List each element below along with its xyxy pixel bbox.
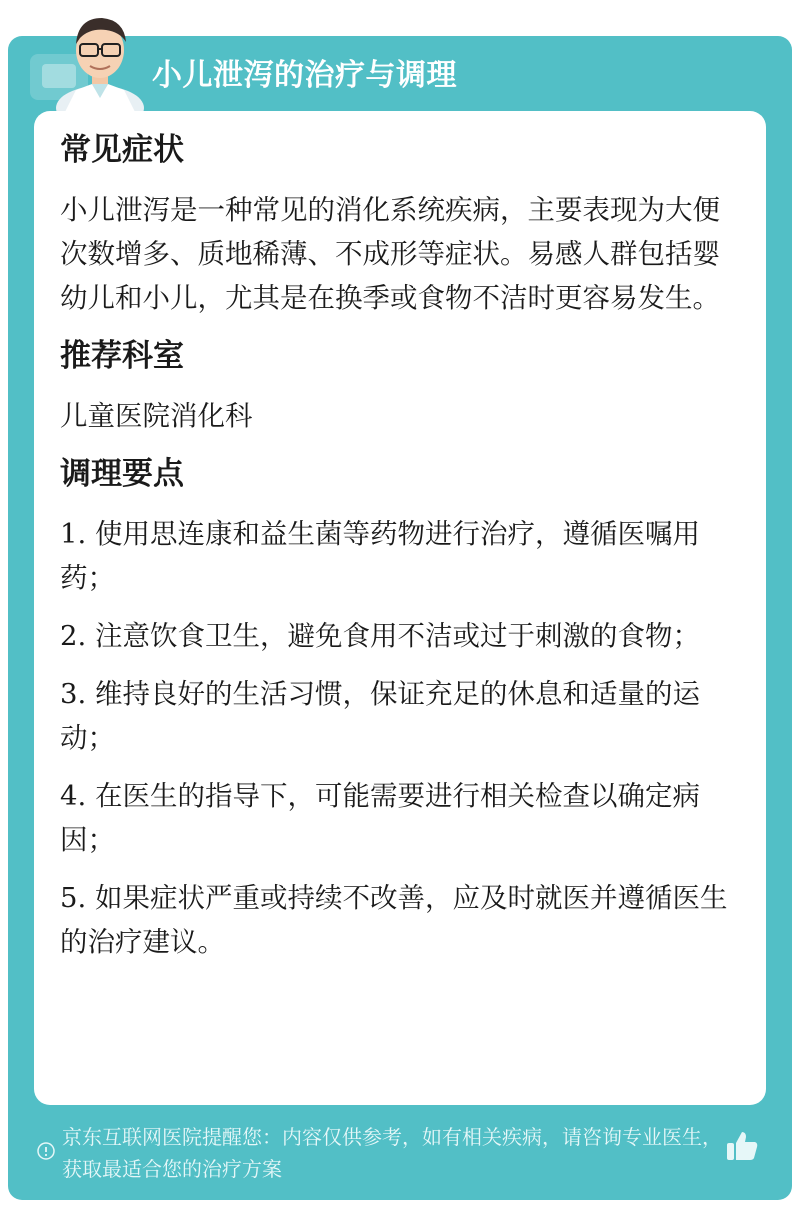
department-text: 儿童医院消化科 [60,400,253,432]
list-item: 3. 维持良好的生活习惯，保证充足的休息和适量的运动； [60,678,700,754]
symptoms-title: 常见症状 [60,132,184,168]
list-item: 4. 在医生的指导下，可能需要进行相关检查以确定病因； [60,780,700,856]
list-item: 5. 如果症状严重或持续不改善，应及时就医并遵循医生的治疗建议。 [60,882,728,958]
symptoms-text: 小儿泄泻是一种常见的消化系统疾病，主要表现为大便次数增多、质地稀薄、不成形等症状。易感人群包括婴幼儿和小儿，尤其是在换季或食物不洁时更容易发生。 [60,194,720,314]
thumbs-up-icon[interactable] [724,1128,760,1164]
content-area [60,130,732,978]
doctor-avatar-icon [46,6,154,114]
list-item: 2. 注意饮食卫生，避免食用不洁或过于刺激的食物； [60,620,700,652]
page-title: 小儿泄泻的治疗与调理 [152,58,457,93]
list-item: 1. 使用思连康和益生菌等药物进行治疗，遵循医嘱用药； [60,518,700,594]
department-title: 推荐科室 [60,338,184,374]
info-icon [36,1141,56,1161]
disclaimer-text: 京东互联网医院提醒您：内容仅供参考，如有相关疾病，请咨询专业医生，获取最适合您的治疗方案 [62,1125,722,1181]
care-title: 调理要点 [60,456,184,492]
